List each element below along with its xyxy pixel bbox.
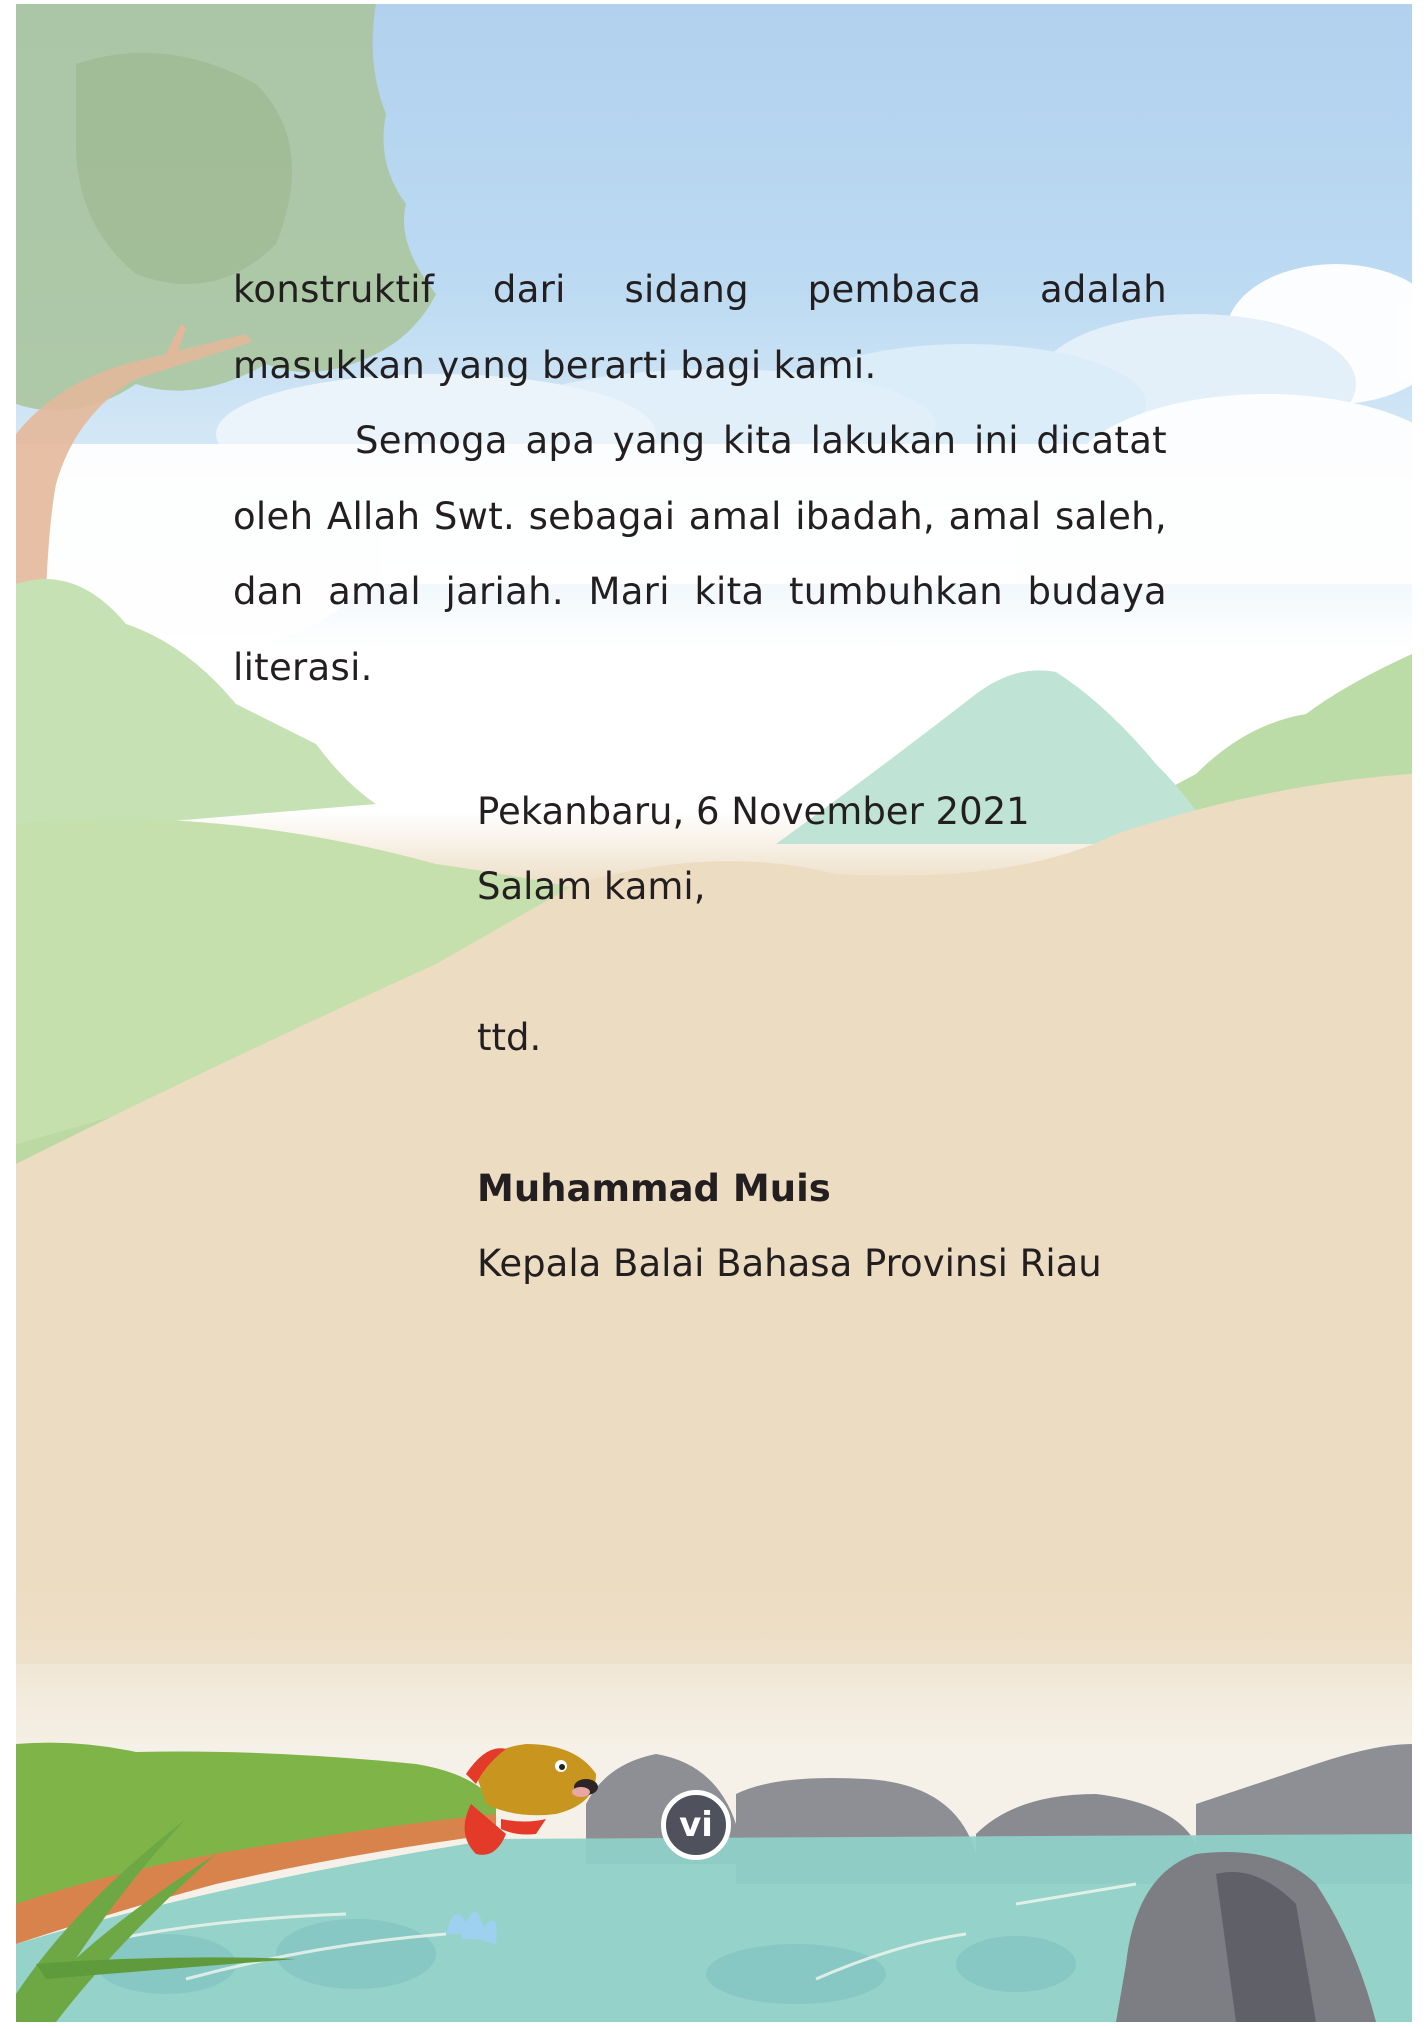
fish-illustration — [465, 1744, 598, 1855]
signature-closing: Salam kami, — [477, 865, 706, 908]
signatory-title: Kepala Balai Bahasa Provinsi Riau — [477, 1242, 1102, 1285]
signatory-name: Muhammad Muis — [477, 1167, 831, 1210]
paragraph-line: oleh Allah Swt. sebagai amal ibadah, amal saleh, — [233, 494, 1167, 538]
paragraph-line: dan amal jariah. Mari kita tumbuhkan budaya — [233, 570, 1167, 613]
paragraph-line: literasi. — [233, 645, 373, 689]
paragraph-line: masukkan yang berarti bagi kami. — [233, 343, 877, 387]
signature-place-date: Pekanbaru, 6 November 2021 — [477, 790, 1030, 833]
page-number-badge — [661, 1790, 731, 1860]
book-page — [16, 4, 1412, 2022]
paragraph-line: konstruktif dari sidang pembaca adalah — [233, 268, 1167, 311]
foreword-body — [233, 252, 1167, 705]
signature-signed: ttd. — [477, 1016, 542, 1059]
paragraph-line: Semoga apa yang kita lakukan ini dicatat — [355, 419, 1167, 462]
page-number: vi — [679, 1805, 713, 1845]
